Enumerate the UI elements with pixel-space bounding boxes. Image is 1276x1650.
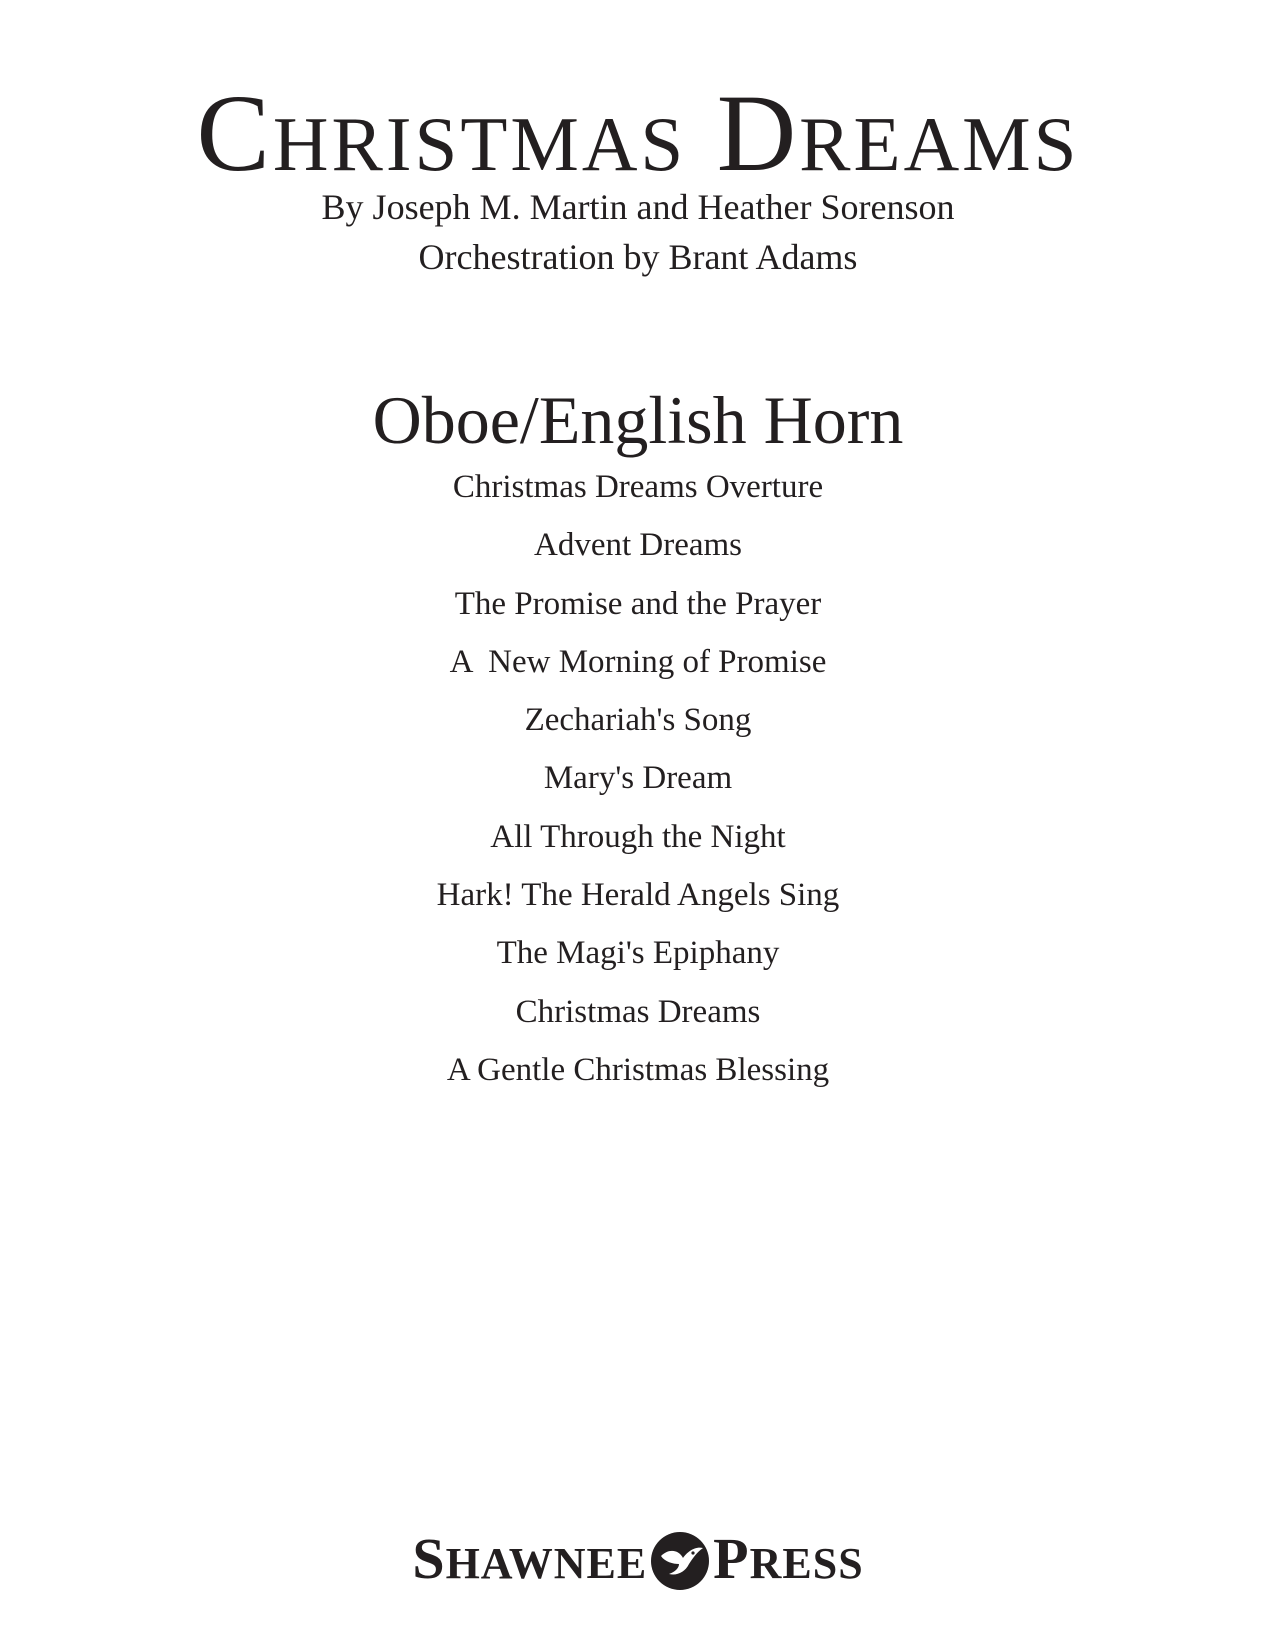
- instrument-name: Oboe/English Horn: [372, 382, 904, 458]
- song-item: Christmas Dreams Overture: [452, 469, 824, 505]
- song-item: Hark! The Herald Angels Sing: [436, 877, 840, 914]
- song-item: A Gentle Christmas Blessing: [446, 1051, 830, 1088]
- song-item: Advent Dreams: [533, 527, 743, 564]
- dove-emblem-icon: [649, 1530, 711, 1592]
- song-item: All Through the Night: [490, 818, 786, 855]
- authors-credit: By Joseph M. Martin and Heather Sorenson: [321, 187, 955, 227]
- publisher-logo: [0, 1525, 1276, 1592]
- cover-title: Christmas Dreams: [196, 72, 1080, 194]
- orchestration-credit: Orchestration by Brant Adams: [418, 237, 858, 277]
- song-list: [0, 467, 1276, 1108]
- publisher-name-right: PRESS: [713, 1525, 864, 1591]
- song-item: The Magi's Epiphany: [496, 935, 780, 972]
- song-item: The Promise and the Prayer: [454, 585, 822, 622]
- song-item: Christmas Dreams: [515, 993, 761, 1030]
- song-item: Mary's Dream: [543, 760, 733, 797]
- song-item: Zechariah's Song: [524, 702, 752, 739]
- publisher-name-left: SHAWNEE: [412, 1525, 648, 1591]
- song-item: A New Morning of Promise: [449, 643, 827, 680]
